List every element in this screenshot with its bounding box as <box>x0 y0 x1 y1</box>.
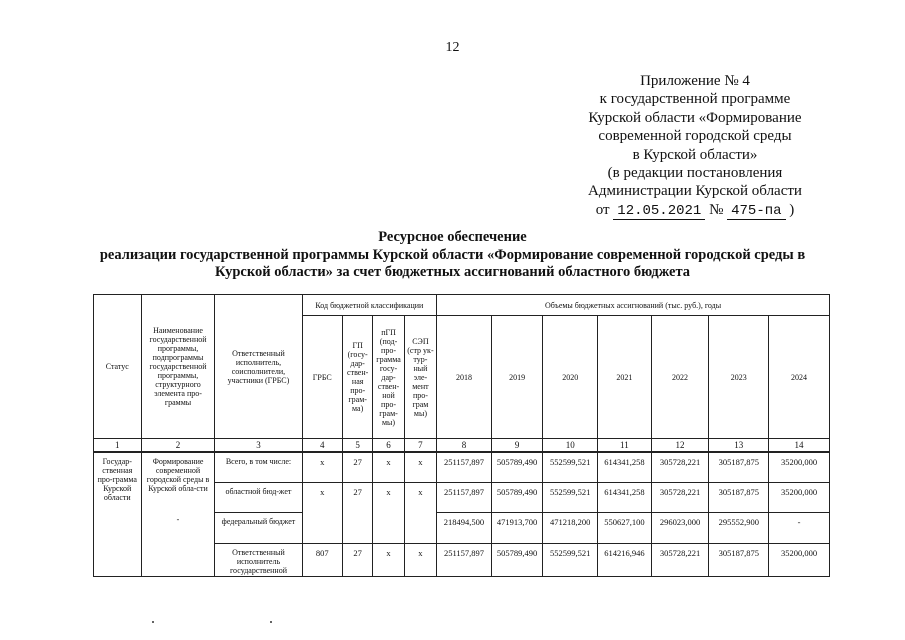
header-row-1 <box>94 295 830 316</box>
column-number: 3 <box>215 439 302 453</box>
sep-cell: x <box>404 452 436 482</box>
responsible-cell: Ответственный исполнитель государственной <box>215 543 302 576</box>
column-number-row <box>94 439 830 453</box>
value-cell: 550627,100 <box>598 512 652 543</box>
value-cell: 251157,897 <box>437 543 492 576</box>
column-number: 6 <box>373 439 404 453</box>
header-gp: ГП (госу-дар-ствен-ная про-грам-ма) <box>342 316 372 439</box>
appendix-date-line <box>560 201 830 220</box>
scan-speck <box>270 621 272 623</box>
value-cell: 251157,897 <box>437 452 492 482</box>
pgp-cell: x <box>373 482 404 512</box>
value-cell: 305187,875 <box>709 452 769 482</box>
gp-cell: 27 <box>342 482 372 512</box>
value-cell: 505789,490 <box>491 482 543 512</box>
document-title <box>80 229 825 282</box>
value-cell: 471218,200 <box>543 512 598 543</box>
title-line1: Ресурсное обеспечение <box>378 229 527 245</box>
program-name: Формирование современной городской среды в Курской обла-сти <box>146 457 210 493</box>
column-number: 1 <box>94 439 142 453</box>
header-pgp: пГП (под-про-грамма госу-дар-ствен-ной про-грам-мы) <box>373 316 404 439</box>
column-number: 5 <box>342 439 372 453</box>
value-cell: 296023,000 <box>651 512 709 543</box>
header-year: 2023 <box>709 316 769 439</box>
gp-cell <box>342 512 372 543</box>
column-number: 13 <box>709 439 769 453</box>
column-number: 2 <box>141 439 215 453</box>
column-number: 14 <box>769 439 830 453</box>
appendix-line: в Курской области» <box>632 146 758 163</box>
value-cell: 614341,258 <box>598 482 652 512</box>
grbs-cell: 807 <box>302 543 342 576</box>
column-number: 7 <box>404 439 436 453</box>
appendix-line: к государственной программе <box>599 91 791 108</box>
pgp-cell <box>373 512 404 543</box>
value-cell: 471913,700 <box>491 512 543 543</box>
header-year: 2021 <box>598 316 652 439</box>
responsible-cell: федеральный бюджет <box>215 512 302 543</box>
column-number: 11 <box>598 439 652 453</box>
appendix-line: (в редакции постановления <box>607 165 783 182</box>
column-number: 8 <box>437 439 492 453</box>
grbs-cell: x <box>302 482 342 512</box>
gp-cell: 27 <box>342 452 372 482</box>
program-name-cell <box>141 452 215 576</box>
responsible-cell: областной бюд-жет <box>215 482 302 512</box>
value-cell: - <box>769 512 830 543</box>
number-label: № <box>709 201 724 218</box>
header-sep: СЭП (стр ук-тур-ный эле-мент про-грам мы) <box>404 316 436 439</box>
header-year: 2019 <box>491 316 543 439</box>
column-number: 10 <box>543 439 598 453</box>
header-name: Наименование государственной программы, подпрограммы государственной программы, структурного элемента про-граммы <box>141 295 215 439</box>
value-cell: 505789,490 <box>491 452 543 482</box>
appendix-line: Администрации Курской области <box>588 183 802 200</box>
value-cell: 305728,221 <box>651 452 709 482</box>
status-cell: Государ-ственная про-грамма Курской области <box>94 452 142 576</box>
header-code-group: Код бюджетной классификации <box>302 295 437 316</box>
value-cell: 295552,900 <box>709 512 769 543</box>
value-cell: 614341,258 <box>598 452 652 482</box>
appendix-line: Приложение № 4 <box>640 73 750 89</box>
value-cell: 305728,221 <box>651 482 709 512</box>
sep-cell <box>404 512 436 543</box>
value-cell: 505789,490 <box>491 543 543 576</box>
gp-cell: 27 <box>342 543 372 576</box>
resolution-date: 12.05.2021 <box>613 203 705 220</box>
value-cell: 552599,521 <box>543 543 598 576</box>
header-year: 2022 <box>651 316 709 439</box>
from-label: от <box>595 201 610 218</box>
value-cell: 35200,000 <box>769 452 830 482</box>
header-year: 2024 <box>769 316 830 439</box>
appendix-line: Курской области «Формирование <box>588 109 802 126</box>
value-cell: 35200,000 <box>769 543 830 576</box>
header-volumes-group: Объемы бюджетных ассигнований (тыс. руб.), годы <box>437 295 830 316</box>
sep-cell: x <box>404 482 436 512</box>
value-cell: 614216,946 <box>598 543 652 576</box>
scan-speck <box>152 621 154 623</box>
header-grbs: ГРБС <box>302 316 342 439</box>
responsible-cell: Всего, в том числе: <box>215 452 302 482</box>
header-year: 2020 <box>543 316 598 439</box>
value-cell: 35200,000 <box>769 482 830 512</box>
value-cell: 305187,875 <box>709 543 769 576</box>
value-cell: 251157,897 <box>437 482 492 512</box>
appendix-line: современной городской среды <box>598 128 792 145</box>
header-status: Статус <box>94 295 142 439</box>
page-number: 12 <box>445 40 460 55</box>
sep-cell: x <box>404 543 436 576</box>
grbs-cell <box>302 512 342 543</box>
column-number: 12 <box>651 439 709 453</box>
close-paren: ) <box>789 201 795 218</box>
header-responsible: Ответственный исполнитель, соисполнители, участники (ГРБС) <box>215 295 302 439</box>
header-year: 2018 <box>437 316 492 439</box>
value-cell: 552599,521 <box>543 452 598 482</box>
budget-table <box>93 294 830 577</box>
value-cell: 218494,500 <box>437 512 492 543</box>
pgp-cell: x <box>373 543 404 576</box>
title-line2: реализации государственной программы Курской области «Формирование современной городской среды в Курской области» за счет бюджетных ассигнований областного бюджета <box>99 246 806 280</box>
column-number: 9 <box>491 439 543 453</box>
value-cell: 305728,221 <box>651 543 709 576</box>
value-cell: 305187,875 <box>709 482 769 512</box>
resolution-number: 475-па <box>727 203 785 220</box>
pgp-cell: x <box>373 452 404 482</box>
table-row <box>94 452 830 482</box>
column-number: 4 <box>302 439 342 453</box>
grbs-cell: x <box>302 452 342 482</box>
appendix-block <box>560 72 830 220</box>
program-dash: - <box>176 515 180 524</box>
value-cell: 552599,521 <box>543 482 598 512</box>
